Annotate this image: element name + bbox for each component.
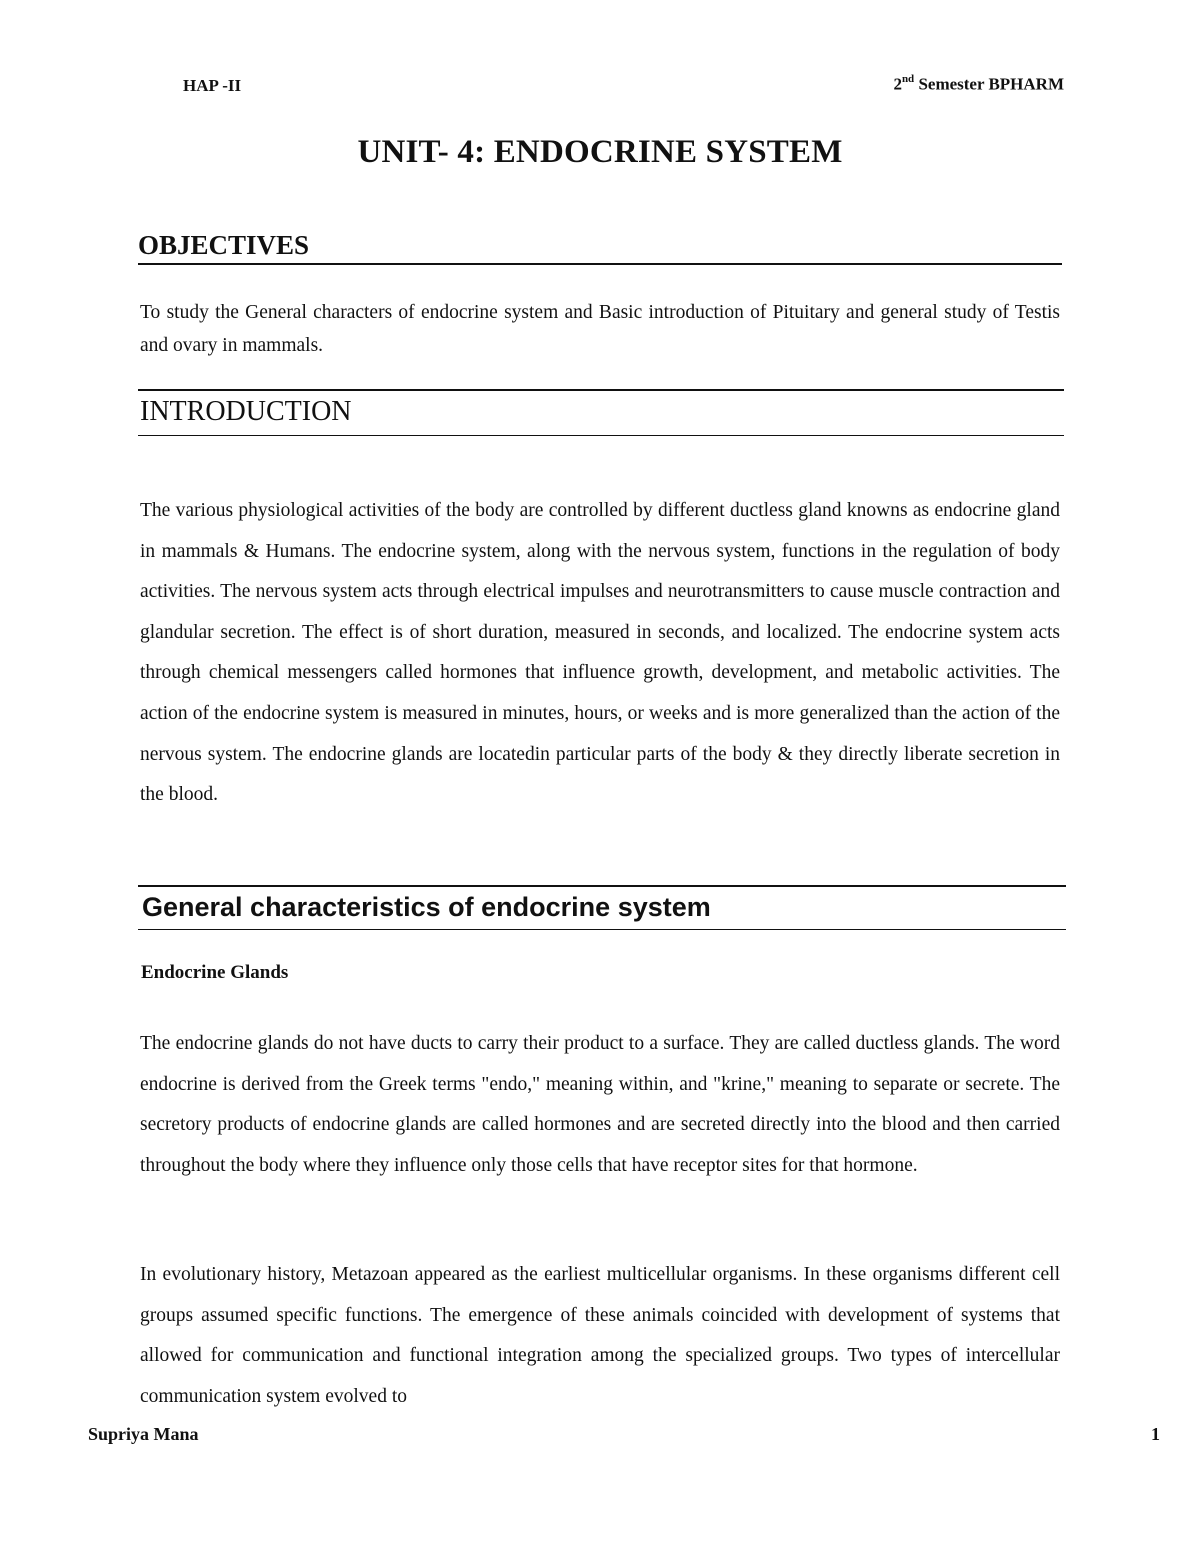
introduction-text: The various physiological activities of the body are controlled by different ductless gland knowns as endocrine gland in mammals & Humans. The endocrine system, along with the nervous system, functions in the regulation of body activities. The nervous system acts through electrical impulses and neurotransmitters to cause muscle contraction and glandular secretion. The effect is of short duration, measured in seconds, and localized. The endocrine system acts through chemical messengers called hormones that influence growth, development, and metabolic activities. The action of the endocrine system is measured in minutes, hours, or weeks and is more generalized than the action of the nervous system. The endocrine glands are locatedin particular parts of the body & they directly liberate secretion in the blood. <box>140 500 1060 806</box>
header-semester-number: 2 <box>893 74 902 94</box>
header-semester <box>893 74 1064 95</box>
header-semester-suffix: nd <box>901 73 915 85</box>
page-title: UNIT- 4: ENDOCRINE SYSTEM <box>357 134 843 170</box>
objectives-heading: OBJECTIVES <box>138 230 1062 265</box>
evolution-paragraph: In evolutionary history, Metazoan appeared as the earliest multicellular organisms. In these organisms different cell groups assumed specific functions. The emergence of these animals coincided with development of systems that allowed for communication and functional integration among the specialized groups. Two types of intercellular communication system evolved to <box>140 1264 1060 1407</box>
objectives-text: To study the General characters of endocrine system and Basic introduction of Pituitary and general study of Testis and ovary in mammals. <box>140 302 1060 356</box>
introduction-heading: INTRODUCTION <box>138 389 1064 436</box>
endocrine-glands-paragraph: The endocrine glands do not have ducts to carry their product to a surface. They are called ductless glands. The word endocrine is derived from the Greek terms "endo," meaning within, and "krine," meaning to separate or secrete. The secretory products of endocrine glands are called hormones and are secreted directly into the blood and then carried throughout the body where they influence only those cells that have receptor sites for that hormone. <box>140 1033 1060 1176</box>
general-characteristics-heading: General characteristics of endocrine system <box>138 885 1066 930</box>
header-semester-label: Semester BPHARM <box>914 74 1064 94</box>
header-course: HAP -II <box>183 76 242 95</box>
page-number: 1 <box>1151 1424 1160 1444</box>
endocrine-glands-subheading: Endocrine Glands <box>141 962 289 983</box>
footer-author: Supriya Mana <box>88 1424 199 1444</box>
